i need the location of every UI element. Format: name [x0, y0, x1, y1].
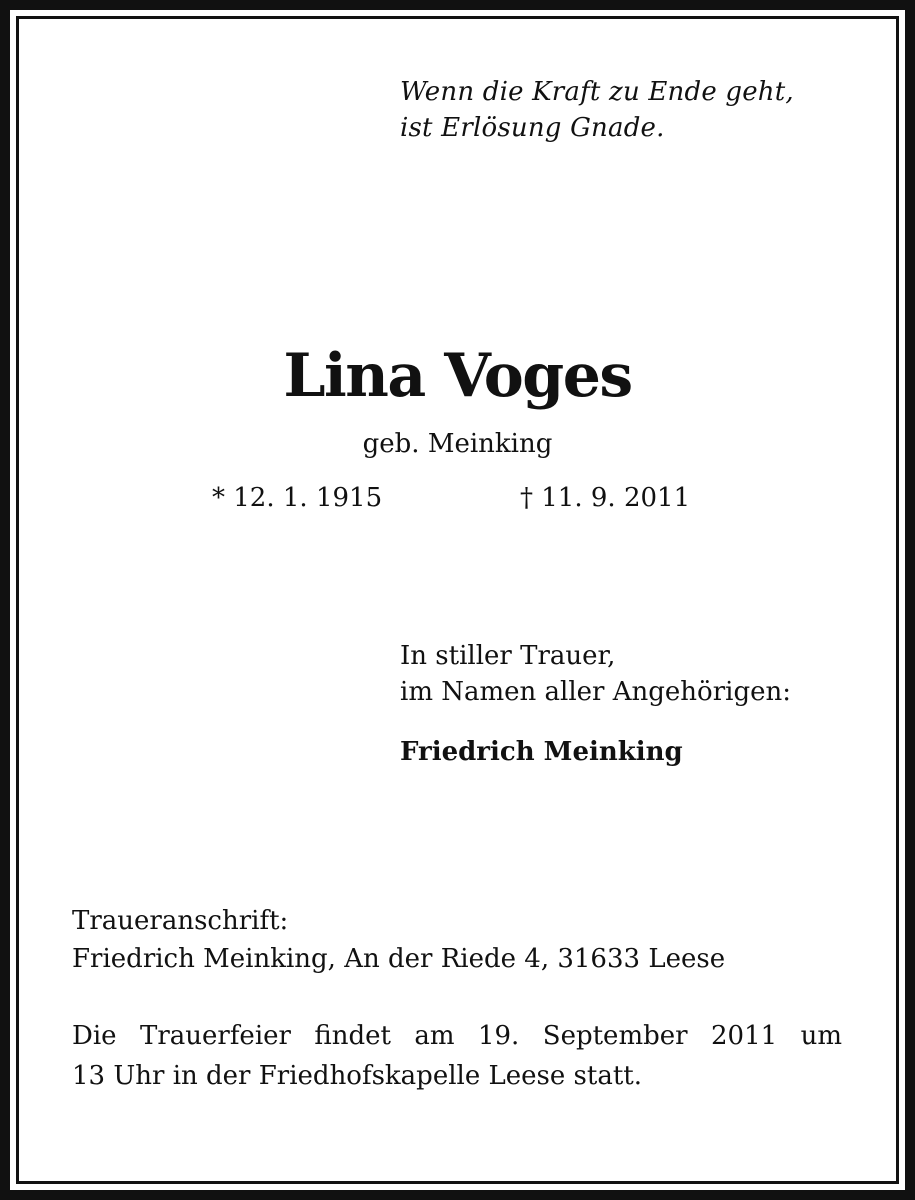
mourning-line-1: In stiller Trauer,: [400, 641, 616, 671]
motto-line-2: ist Erlösung Gnade.: [400, 113, 665, 143]
funeral-service-note: [72, 1016, 842, 1096]
service-line-2: 13 Uhr in der Friedhofskapelle Leese statt.: [72, 1061, 642, 1091]
mourning-text: [400, 638, 791, 710]
birth-date: * 12. 1. 1915: [212, 483, 383, 513]
death-date: † 11. 9. 2011: [520, 483, 691, 513]
motto-line-1: Wenn die Kraft zu Ende geht,: [400, 77, 794, 107]
motto-quote: [400, 74, 794, 146]
deceased-name: Lina Voges: [283, 341, 632, 411]
inner-border: [16, 16, 899, 1184]
mourning-address: [72, 902, 725, 978]
signer-name: Friedrich Meinking: [400, 737, 683, 767]
address-label: Traueranschrift:: [72, 906, 289, 936]
address-value: Friedrich Meinking, An der Riede 4, 31633 Leese: [72, 944, 726, 974]
maiden-name: geb. Meinking: [362, 429, 553, 459]
service-line-1: Die Trauerfeier findet am 19. September 2011 um: [72, 1021, 842, 1051]
mourning-line-2: im Namen aller Angehörigen:: [400, 677, 791, 707]
